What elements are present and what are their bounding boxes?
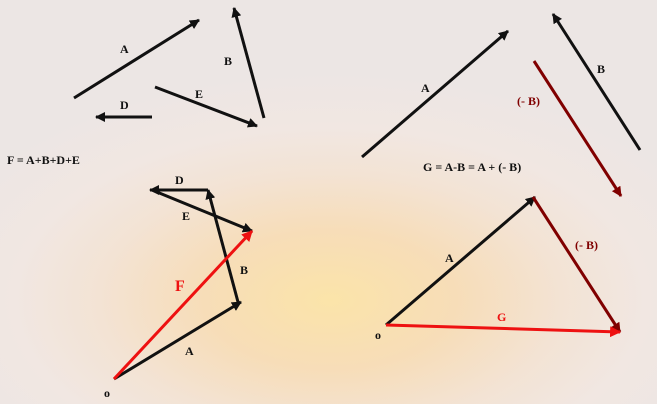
triangle-label-a: A (445, 251, 454, 265)
origin-label-right: o (375, 328, 381, 342)
resultant-label-g: G (497, 310, 507, 324)
triangle-label-neg-b: (- B) (575, 238, 598, 252)
label-d: D (120, 98, 129, 112)
right-label-a: A (421, 81, 430, 95)
triangle-method-diagram (375, 197, 620, 342)
top-left-vectors (74, 8, 264, 126)
equation-f: F = A+B+D+E (7, 153, 80, 167)
vector-a-arrow (74, 20, 199, 98)
label-b: B (224, 54, 233, 68)
triangle-vector-neg-b (533, 197, 620, 332)
polygon-label-a: A (185, 344, 194, 358)
polygon-vector-b (208, 190, 238, 302)
polygon-label-b: B (240, 263, 249, 277)
polygon-method-diagram (104, 173, 252, 400)
resultant-label-f: F (175, 278, 185, 295)
triangle-vector-a (386, 197, 535, 325)
right-label-neg-b: (- B) (517, 94, 540, 108)
polygon-label-e: E (182, 209, 191, 223)
equation-g: G = A-B = A + (- B) (423, 160, 522, 174)
label-a: A (120, 42, 129, 56)
polygon-vector-a (114, 302, 241, 379)
vector-e-arrow (155, 87, 257, 126)
polygon-label-d: D (175, 173, 184, 187)
right-vector-a-arrow (362, 31, 508, 157)
polygon-vector-e (152, 190, 252, 231)
right-vector-neg-b-arrow (534, 61, 621, 196)
origin-label-left: o (104, 386, 110, 400)
vector-b-arrow (234, 8, 264, 118)
label-e: E (195, 87, 204, 101)
resultant-vector-g (386, 325, 620, 332)
right-label-b: B (597, 62, 606, 76)
right-vector-b-arrow (553, 14, 640, 150)
resultant-vector-f (114, 231, 252, 379)
